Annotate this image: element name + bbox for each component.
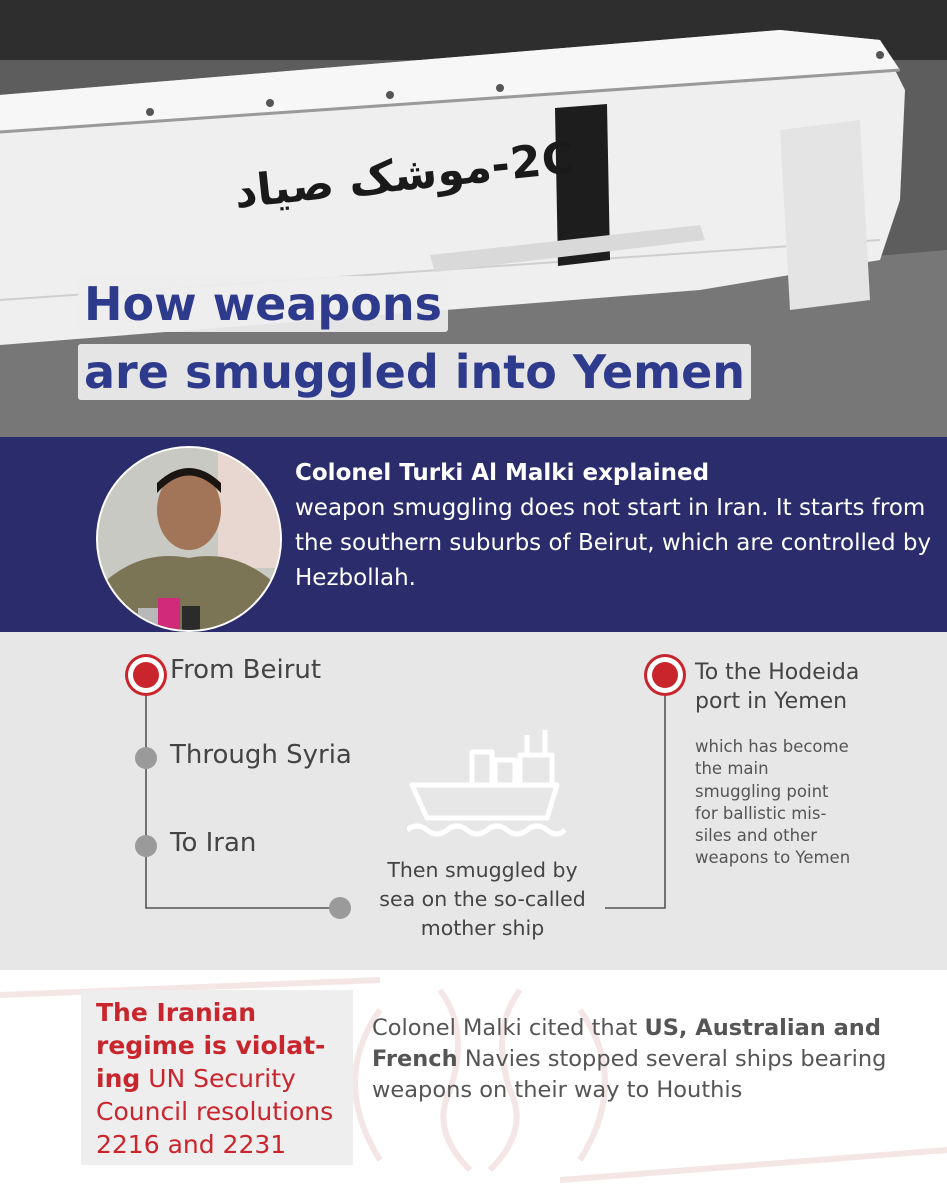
- start-dot: [133, 662, 159, 688]
- navies-text: [372, 1013, 892, 1106]
- colonel-quote-bold: Colonel Turki Al Malki explained: [295, 460, 710, 486]
- route-step-from-beirut: From Beirut: [170, 655, 322, 685]
- page-title-line-1: How weapons: [78, 276, 448, 332]
- violation-bold: The Iranian regime is violat-ing: [96, 998, 326, 1093]
- destination-description: which has become the main smuggling point for ballistic mis-siles and other weapons to Yemen: [695, 737, 851, 868]
- ship-caption: Then smuggled by sea on the so-called mother ship: [379, 858, 586, 940]
- page-title-line-2: are smuggled into Yemen: [78, 344, 751, 400]
- colonel-quote-text: weapon smuggling does not start in Iran. It starts from the southern suburbs of Beirut, which are controlled by Hezbollah.: [295, 495, 932, 591]
- navies-bold: US, Australian and French: [372, 1015, 881, 1072]
- missile-marking: 2C-موشک صیاد: [232, 132, 578, 219]
- route-step-syria: Through Syria: [170, 740, 352, 770]
- violation-text: [96, 996, 358, 1161]
- iran-dot: [135, 835, 157, 857]
- syria-dot: [135, 747, 157, 769]
- destination-dot: [652, 662, 678, 688]
- cargo-ship-icon: [407, 730, 567, 840]
- route-destination: To the Hodeida port in Yemen: [695, 660, 860, 714]
- violation-rest: UN Security Council resolutions 2216 and 2231: [96, 1064, 334, 1159]
- ship-dot: [329, 897, 351, 919]
- navies-prefix: Colonel Malki cited that: [372, 1015, 645, 1041]
- navies-suffix: Navies stopped several ships bearing weapons on their way to Houthis: [372, 1046, 887, 1103]
- route-step-iran: To Iran: [170, 828, 257, 858]
